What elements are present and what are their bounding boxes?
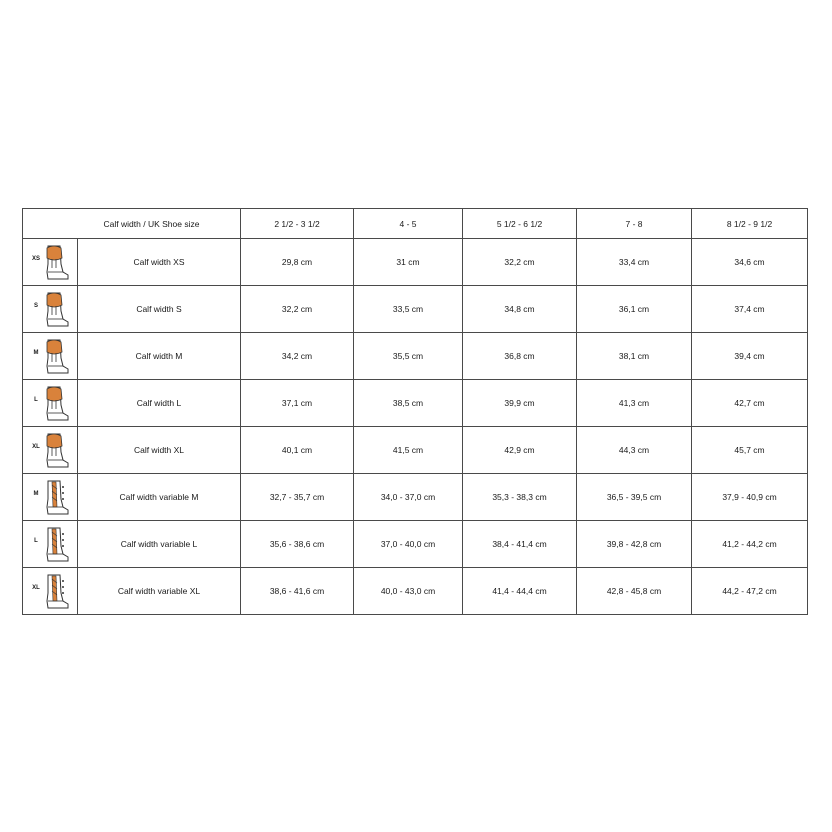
boot-calf-variable-icon: [30, 477, 70, 517]
value-cell: 41,3 cm: [577, 380, 692, 427]
column-header: 7 - 8: [577, 209, 692, 239]
header-label-cell: [23, 209, 241, 239]
value-cell: 36,1 cm: [577, 286, 692, 333]
header-row: [23, 209, 808, 239]
value-cell: 36,8 cm: [463, 333, 577, 380]
value-cell: 44,3 cm: [577, 427, 692, 474]
value-cell: 32,7 - 35,7 cm: [241, 474, 354, 521]
value-cell: 41,4 - 44,4 cm: [463, 568, 577, 615]
row-icon-cell: [23, 568, 78, 615]
value-cell: 36,5 - 39,5 cm: [577, 474, 692, 521]
row-icon-cell: [23, 286, 78, 333]
value-cell: 37,4 cm: [692, 286, 808, 333]
size-letter: M: [33, 491, 39, 497]
row-icon-cell: [23, 333, 78, 380]
table-row: [23, 568, 808, 615]
row-icon-cell: [23, 239, 78, 286]
row-label: Calf width M: [78, 333, 241, 380]
table-row: [23, 239, 808, 286]
value-cell: 38,4 - 41,4 cm: [463, 521, 577, 568]
size-letter: XL: [32, 585, 40, 591]
value-cell: 38,1 cm: [577, 333, 692, 380]
column-header: 2 1/2 - 3 1/2: [241, 209, 354, 239]
row-label: Calf width L: [78, 380, 241, 427]
value-cell: 44,2 - 47,2 cm: [692, 568, 808, 615]
value-cell: 34,6 cm: [692, 239, 808, 286]
value-cell: 34,8 cm: [463, 286, 577, 333]
value-cell: 33,5 cm: [354, 286, 463, 333]
row-label: Calf width XL: [78, 427, 241, 474]
value-cell: 41,2 - 44,2 cm: [692, 521, 808, 568]
size-chart-table: [22, 208, 808, 615]
table-row: [23, 427, 808, 474]
value-cell: 45,7 cm: [692, 427, 808, 474]
size-letter: XL: [32, 444, 40, 450]
row-label: Calf width variable L: [78, 521, 241, 568]
column-header: 8 1/2 - 9 1/2: [692, 209, 808, 239]
value-cell: 40,0 - 43,0 cm: [354, 568, 463, 615]
header-label: Calf width / UK Shoe size: [103, 218, 200, 229]
boot-calf-fixed-icon: [30, 289, 70, 329]
boot-calf-fixed-icon: [30, 242, 70, 282]
table-row: [23, 521, 808, 568]
row-label: Calf width variable M: [78, 474, 241, 521]
value-cell: 39,4 cm: [692, 333, 808, 380]
value-cell: 38,6 - 41,6 cm: [241, 568, 354, 615]
value-cell: 29,8 cm: [241, 239, 354, 286]
row-label: Calf width XS: [78, 239, 241, 286]
size-letter: XS: [31, 256, 40, 262]
table-row: [23, 380, 808, 427]
value-cell: 40,1 cm: [241, 427, 354, 474]
boot-calf-fixed-icon: [30, 383, 70, 423]
row-label: Calf width S: [78, 286, 241, 333]
boot-calf-fixed-icon: [30, 336, 70, 376]
value-cell: 42,8 - 45,8 cm: [577, 568, 692, 615]
size-letter: L: [34, 397, 38, 403]
column-header: 5 1/2 - 6 1/2: [463, 209, 577, 239]
value-cell: 37,9 - 40,9 cm: [692, 474, 808, 521]
boot-calf-fixed-icon: [30, 430, 70, 470]
value-cell: 35,5 cm: [354, 333, 463, 380]
table-row: [23, 286, 808, 333]
value-cell: 34,0 - 37,0 cm: [354, 474, 463, 521]
value-cell: 37,0 - 40,0 cm: [354, 521, 463, 568]
size-letter: M: [33, 350, 39, 356]
value-cell: 33,4 cm: [577, 239, 692, 286]
table-row: [23, 474, 808, 521]
row-icon-cell: [23, 427, 78, 474]
value-cell: 39,9 cm: [463, 380, 577, 427]
row-icon-cell: [23, 521, 78, 568]
value-cell: 42,9 cm: [463, 427, 577, 474]
row-icon-cell: [23, 380, 78, 427]
value-cell: 35,6 - 38,6 cm: [241, 521, 354, 568]
value-cell: 39,8 - 42,8 cm: [577, 521, 692, 568]
row-icon-cell: [23, 474, 78, 521]
value-cell: 42,7 cm: [692, 380, 808, 427]
boot-calf-variable-icon: [30, 524, 70, 564]
value-cell: 37,1 cm: [241, 380, 354, 427]
table-row: [23, 333, 808, 380]
boot-calf-variable-icon: [30, 571, 70, 611]
size-letter: S: [33, 303, 38, 309]
size-letter: L: [34, 538, 38, 544]
value-cell: 38,5 cm: [354, 380, 463, 427]
value-cell: 35,3 - 38,3 cm: [463, 474, 577, 521]
value-cell: 31 cm: [354, 239, 463, 286]
row-label: Calf width variable XL: [78, 568, 241, 615]
value-cell: 32,2 cm: [241, 286, 354, 333]
value-cell: 41,5 cm: [354, 427, 463, 474]
value-cell: 32,2 cm: [463, 239, 577, 286]
value-cell: 34,2 cm: [241, 333, 354, 380]
column-header: 4 - 5: [354, 209, 463, 239]
